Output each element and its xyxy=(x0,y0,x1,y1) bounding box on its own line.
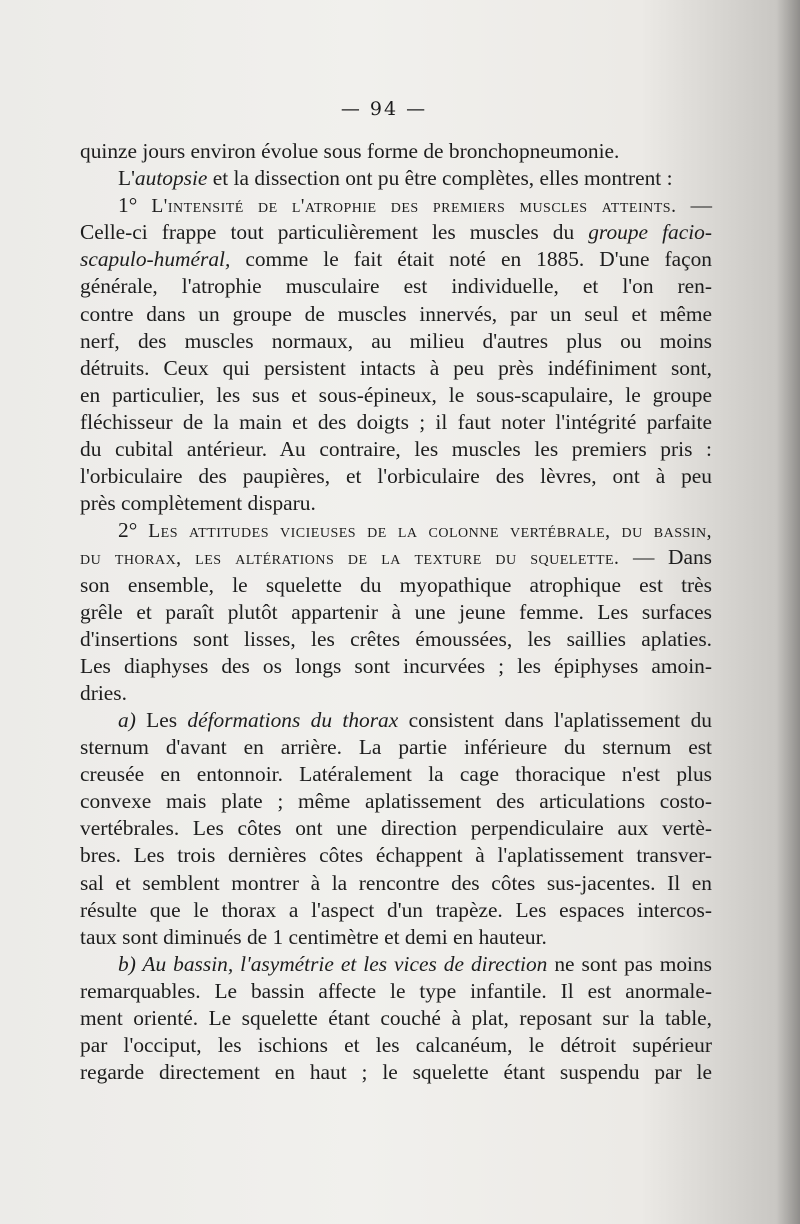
text-run: Les diaphyses des os longs sont incurvées ; les épiphyses amoin- xyxy=(80,653,712,678)
text-line xyxy=(80,1059,712,1086)
text-run: ne sont pas moins xyxy=(547,951,712,976)
text-run: — Dans xyxy=(619,545,712,570)
text-line xyxy=(80,653,712,680)
text-line xyxy=(80,924,712,951)
text-line xyxy=(80,1032,712,1059)
text-line xyxy=(80,626,712,653)
text-run: bres. Les trois dernières côtes échappent à l'aplatissement transver- xyxy=(80,843,712,868)
text-line xyxy=(80,517,712,544)
text-line xyxy=(80,761,712,788)
text-line xyxy=(80,490,712,517)
text-run: comme le fait était noté en 1885. D'une façon xyxy=(230,247,712,272)
text-line xyxy=(80,815,712,842)
text-run: 1° xyxy=(118,193,152,218)
text-line xyxy=(80,463,712,490)
text-line xyxy=(80,192,712,219)
text-line xyxy=(80,951,712,978)
text-line xyxy=(80,707,712,734)
italic-text: autopsie xyxy=(134,166,208,191)
text-line xyxy=(80,436,712,463)
text-run: creusée en entonnoir. Latéralement la cage thoracique n'est plus xyxy=(80,762,712,787)
text-run: grêle et paraît plutôt appartenir à une jeune femme. Les surfaces xyxy=(80,599,712,624)
text-run: son ensemble, le squelette du myopathique atrophique est très xyxy=(80,572,712,597)
italic-text: b) Au bassin, l'asymétrie et les vices de direction xyxy=(118,951,548,976)
text-run: convexe mais plate ; même aplatissement des articulations costo- xyxy=(80,789,712,814)
text-run: Celle-ci frappe tout particulièrement les muscles du xyxy=(80,220,589,245)
text-line xyxy=(80,355,712,382)
text-run: résulte que le thorax a l'aspect d'un trapèze. Les espaces intercos- xyxy=(80,897,712,922)
text-run: ment orienté. Le squelette étant couché à plat, reposant sur la table, xyxy=(80,1006,712,1030)
text-run: sal et semblent montrer à la rencontre des côtes sus-jacentes. Il en xyxy=(80,870,712,895)
text-run: remarquables. Le bassin affecte le type infantile. Il est anormale- xyxy=(80,978,712,1003)
page-number: — 94 — xyxy=(340,98,428,120)
text-run: l'orbiculaire des paupières, et l'orbiculaire des lèvres, ont à peu xyxy=(80,464,712,489)
text-line xyxy=(80,544,712,571)
italic-text: groupe facio- xyxy=(588,220,712,245)
text-run: générale, l'atrophie musculaire est individuelle, et l'on ren- xyxy=(80,274,712,299)
text-line xyxy=(80,246,712,273)
italic-text: déformations du thorax xyxy=(187,707,399,732)
text-line xyxy=(80,842,712,869)
text-run: quinze jours environ évolue sous forme de bronchopneumonie. xyxy=(80,139,620,163)
section-heading-text: L'intensité de l'atrophie des premiers muscles atteints. xyxy=(151,196,677,218)
text-line xyxy=(80,599,712,626)
text-run: consistent dans l'aplatissement du xyxy=(398,707,712,732)
text-run: regarde directement en haut ; le squelette étant suspendu par le xyxy=(80,1060,712,1085)
text-run: par l'occiput, les ischions et les calcanéum, le détroit supérieur xyxy=(80,1033,712,1058)
italic-text: scapulo-huméral, xyxy=(80,247,231,272)
text-line xyxy=(80,328,712,355)
text-run: vertébrales. Les côtes ont une direction perpendiculaire aux vertè- xyxy=(80,816,712,841)
text-line xyxy=(80,870,712,897)
text-run: contre dans un groupe de muscles innervés, par un seul et même xyxy=(80,301,712,326)
body-text xyxy=(80,138,712,1086)
text-run: taux sont diminués de 1 centimètre et demi en hauteur. xyxy=(80,924,547,949)
text-line xyxy=(80,165,712,192)
text-line xyxy=(80,382,712,409)
text-line xyxy=(80,788,712,815)
text-run: du cubital antérieur. Au contraire, les muscles les premiers pris : xyxy=(80,437,712,462)
text-run: près complètement disparu. xyxy=(80,491,316,516)
section-heading-text: du thorax, les altérations de la texture du squelette. xyxy=(80,548,620,570)
text-run: Les xyxy=(135,707,188,732)
text-line xyxy=(80,978,712,1005)
italic-text: a) xyxy=(118,707,136,732)
text-line xyxy=(80,572,712,599)
text-line xyxy=(80,409,712,436)
text-run: en particulier, les sus et sous-épineux, le sous-scapulaire, le groupe xyxy=(80,382,712,407)
text-run: dries. xyxy=(80,680,127,705)
text-line xyxy=(80,734,712,761)
text-run: 2° xyxy=(118,518,149,543)
section-heading-text: Les attitudes vicieuses de la colonne vertébrale, du bassin, xyxy=(148,521,712,543)
text-line xyxy=(80,897,712,924)
text-line xyxy=(80,301,712,328)
text-run: nerf, des muscles normaux, au milieu d'autres plus ou moins xyxy=(80,328,712,353)
text-line xyxy=(80,680,712,707)
text-line xyxy=(80,219,712,246)
text-line xyxy=(80,138,712,165)
text-line xyxy=(80,273,712,300)
text-run: — xyxy=(676,193,712,218)
text-run: détruits. Ceux qui persistent intacts à peu près indéfiniment sont, xyxy=(80,355,712,380)
text-run: L' xyxy=(118,166,135,191)
text-run: sternum d'avant en arrière. La partie inférieure du sternum est xyxy=(80,735,712,760)
text-line xyxy=(80,1005,712,1032)
text-run: d'insertions sont lisses, les crêtes émoussées, les saillies aplaties. xyxy=(80,626,712,651)
text-run: et la dissection ont pu être complètes, elles montrent : xyxy=(207,166,673,191)
text-run: fléchisseur de la main et des doigts ; il faut noter l'intégrité parfaite xyxy=(80,409,712,434)
